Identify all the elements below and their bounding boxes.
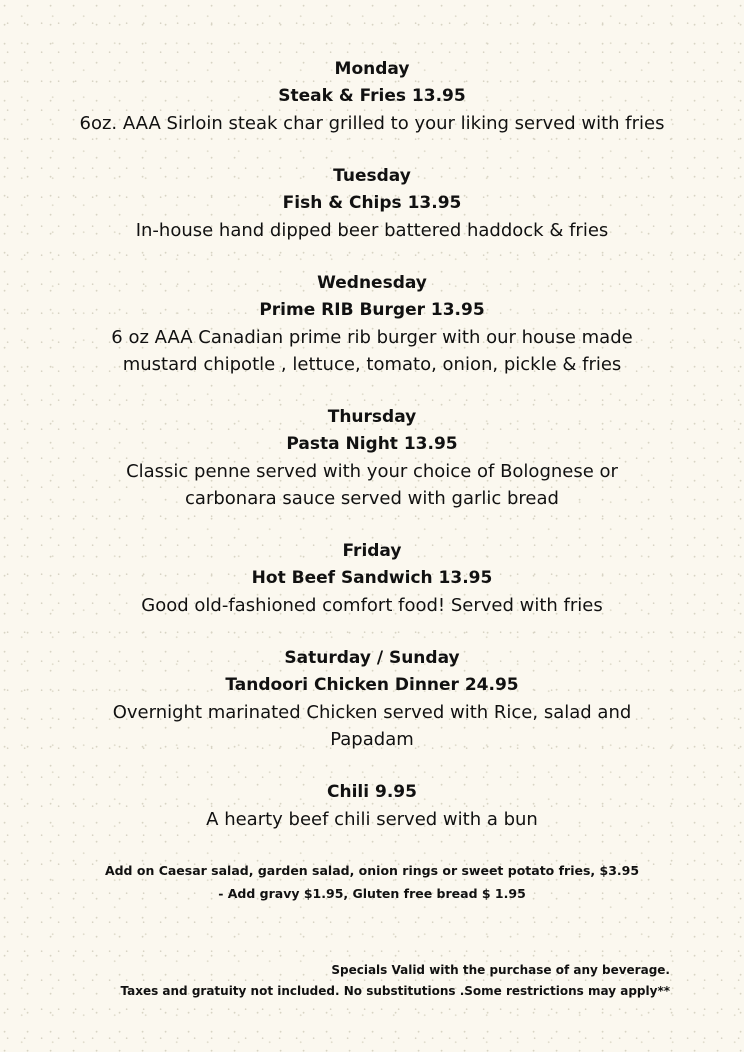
add-ons-line: - Add gravy $1.95, Gluten free bread $ 1.95 [218,886,526,901]
terms-line: Taxes and gratuity not included. No substitutions .Some restrictions may apply** [120,984,670,998]
terms-footer [120,960,670,1002]
special-thursday [0,404,744,512]
day-heading: Thursday [327,407,417,427]
special-chili [0,779,744,833]
day-heading: Friday [342,541,402,561]
dish-name: Steak & Fries 13.95 [278,86,466,106]
day-heading: Saturday / Sunday [284,648,460,668]
dish-name: Pasta Night 13.95 [286,434,458,454]
dish-name: Fish & Chips 13.95 [282,193,462,213]
daily-specials-menu [0,56,744,905]
day-heading: Wednesday [317,273,427,293]
dish-name: Tandoori Chicken Dinner 24.95 [225,675,519,695]
dish-description: In-house hand dipped beer battered haddock & fries [135,220,609,241]
special-tuesday [0,163,744,244]
add-ons-line: Add on Caesar salad, garden salad, onion rings or sweet potato fries, $3.95 [104,863,640,878]
dish-name: Prime RIB Burger 13.95 [259,300,485,320]
special-weekend [0,645,744,753]
dish-description: A hearty beef chili served with a bun [206,809,538,830]
dish-description-line: Classic penne served with your choice of Bolognese or [126,461,618,482]
dish-name: Hot Beef Sandwich 13.95 [251,568,493,588]
special-monday [0,56,744,137]
add-ons-note [0,859,744,905]
dish-description-line: 6 oz AAA Canadian prime rib burger with our house made [111,327,633,348]
dish-description-line: mustard chipotle , lettuce, tomato, onion, pickle & fries [122,354,622,375]
special-friday [0,538,744,619]
dish-description-line: Papadam [330,729,414,750]
dish-description-line: Overnight marinated Chicken served with Rice, salad and [112,702,632,723]
dish-description-line: carbonara sauce served with garlic bread [185,488,559,509]
terms-line: Specials Valid with the purchase of any beverage. [331,963,670,977]
dish-description: Good old-fashioned comfort food! Served with fries [141,595,603,616]
day-heading: Tuesday [333,166,411,186]
dish-name: Chili 9.95 [327,782,417,802]
day-heading: Monday [334,59,410,79]
dish-description: 6oz. AAA Sirloin steak char grilled to your liking served with fries [79,113,665,134]
special-wednesday [0,270,744,378]
